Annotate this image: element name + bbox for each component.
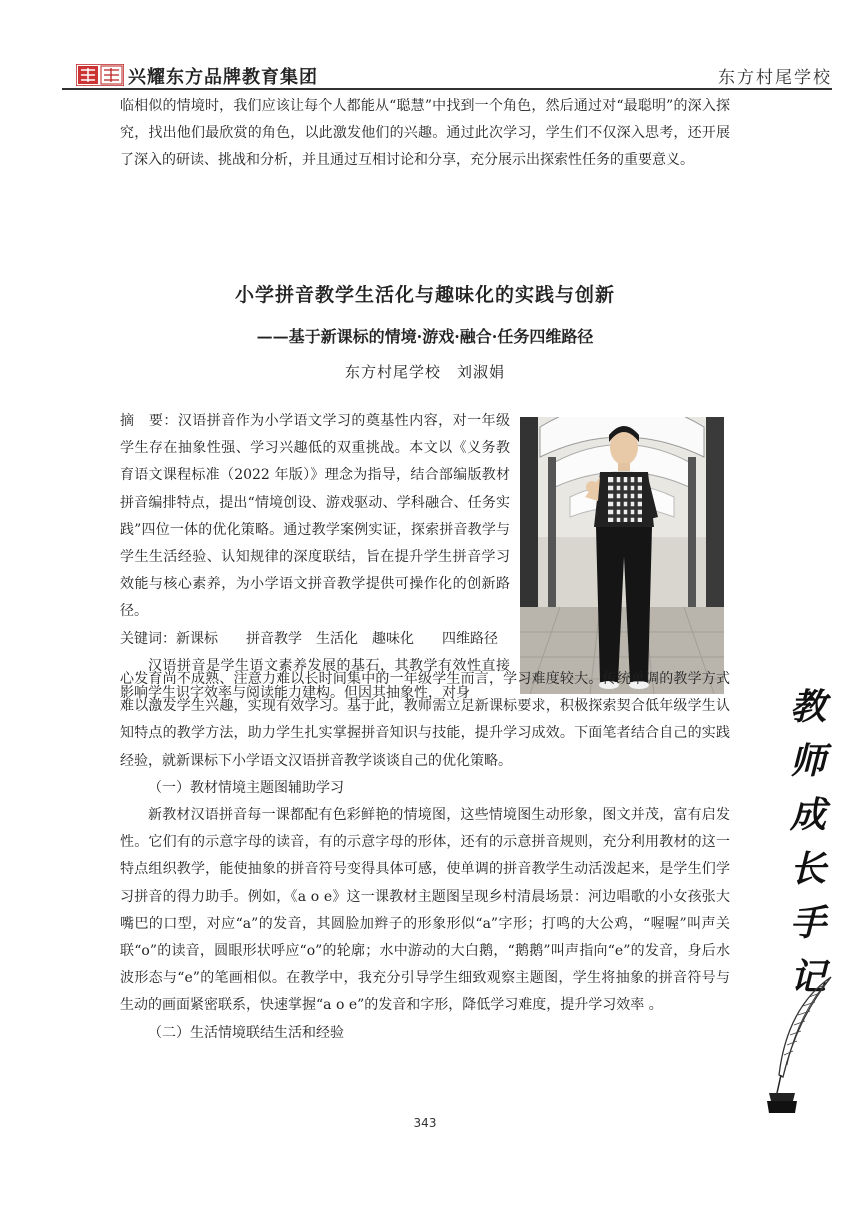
abstract-text: 摘 要：汉语拼音作为小学语文学习的奠基性内容，对一年级学生存在抽象性强、学习兴趣低的双重挑战。本文以《义务教育语文课程标准（2022 年版）》理念为指导，结合部编版教材拼音编排特点，提出“情境创设、游戏驱动、学科融合、任务实践”四位一体的优化策略。通过教学案例实证，探索拼音教学与学生生活经验、认知规律的深度联结，旨在提升学生拼音学习效能与核心素养，为小学语文拼音教学提供可操作化的创新路径。 [120, 413, 510, 620]
previous-article-tail: 临相似的情境时，我们应该让每个人都能从“聪慧”中找到一个角色，然后通过对“最聪明”的深入探究，找出他们最欣赏的角色，以此激发他们的兴趣。通过此次学习，学生们不仅深入思考，还开展了深入的研读、挑战和分析，并且通过互相讨论和分享，充分展示出探索性任务的重要意义。 [120, 98, 730, 169]
column-title-char: 教 [789, 686, 826, 728]
column-title-char: 成 [789, 794, 826, 836]
section-2-heading: （二）生活情境联结生活和经验 [148, 1024, 344, 1041]
quill-pen-icon [765, 975, 835, 1120]
group-brand-name: 兴耀东方品牌教育集团 [128, 67, 318, 88]
column-title-vertical [783, 680, 833, 1004]
section-1-heading: （一）教材情境主题图辅助学习 [148, 779, 344, 796]
intro-paragraph-end: 心发育尚不成熟、注意力难以长时间集中的一年级学生而言，学习难度较大。传统单调的教学方式难以激发学生兴趣，实现有效学习。基于此，教师需立足新课标要求，积极探索契合低年级学生认知特点的教学方法，助力学生扎实掌握拼音知识与技能，提升学习成效。下面笔者结合自己的实践经验，就新课标下小学语文汉语拼音教学谈谈自己的优化策略。 [120, 671, 730, 769]
column-title-char: 手 [789, 902, 826, 944]
header-divider [62, 88, 832, 90]
article-title: 小学拼音教学生活化与趣味化的实践与创新 [234, 284, 615, 306]
article-abstract [120, 408, 510, 707]
article-subtitle: ——基于新课标的情境·游戏·融合·任务四维路径 [256, 327, 594, 346]
article-author: 东方村尾学校 刘淑娟 [344, 363, 505, 381]
page-number: 343 [413, 1116, 437, 1130]
section-1-body: 新教材汉语拼音每一课都配有色彩鲜艳的情境图，这些情境图生动形象，图文并茂，富有启发性。它们有的示意字母的读音，有的示意字母的形体，还有的示意拼音规则，充分利用教材的这一特点组织教学，能使抽象的拼音符号变得具体可感，使单调的拼音教学生动活泼起来，是学生们学习拼音的得力助手。例如，《a o e》这一课教材主题图呈现乡村清晨场景：河边唱歌的小女孩张大嘴巴的口型，对应“a”的发音，其圆脸加辫子的形象形似“a”字形；打鸣的大公鸡，“喔喔”叫声关联“o”的读音，圆眼形状呼应“o”的轮廓；水中游动的大白鹅，“鹅鹅”叫声指向“e”的发音，身后水波形态与“e”的笔画相似。在教学中，我充分引导学生细致观察主题图，学生将抽象的拼音符号与生动的画面紧密联系，快速掌握“a o e”的发音和字形，降低学习难度，提升学习效率 。 [120, 807, 730, 1014]
column-title-char: 师 [789, 740, 826, 782]
column-title-char: 长 [789, 848, 826, 890]
keywords-line: 关键词：新课标 拼音教学 生活化 趣味化 四维路径 [120, 630, 498, 647]
article-body [120, 666, 730, 1047]
author-photo [520, 417, 724, 694]
group-logo-icon [76, 64, 124, 86]
column-title-char: 记 [789, 956, 826, 998]
school-name-header: 东方村尾学校 [718, 68, 832, 88]
intro-paragraph-start: 汉语拼音是学生语文素养发展的基石，其教学有效性直接影响学生识字效率与阅读能力建构。但因其抽象性，对身 [120, 657, 510, 702]
